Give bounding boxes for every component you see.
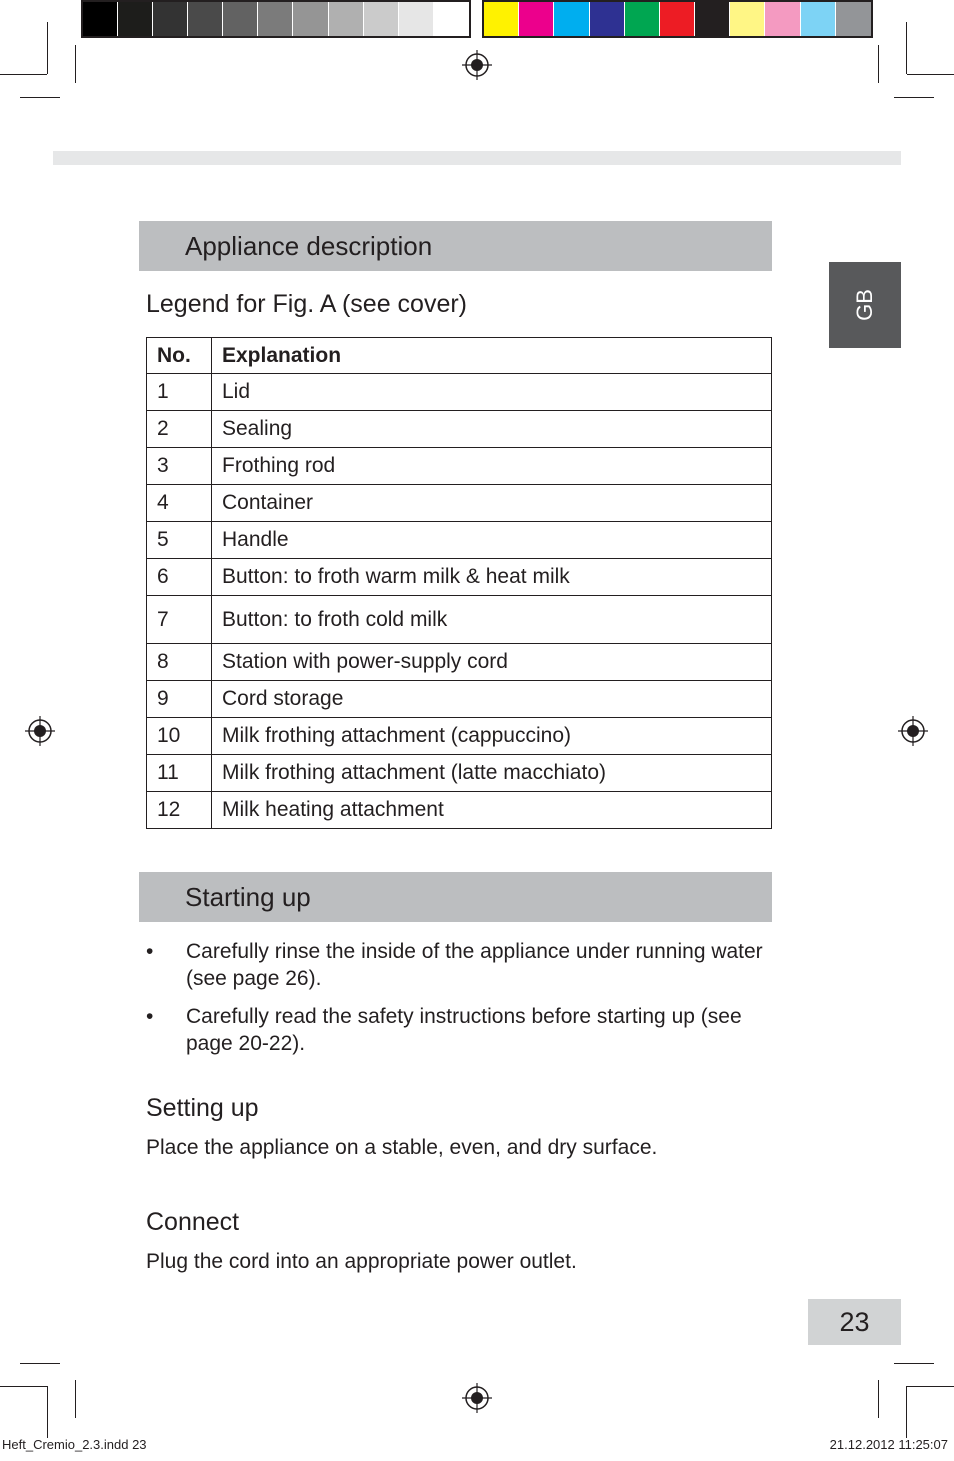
color-swatch (625, 2, 660, 36)
column-header-no: No. (147, 338, 212, 374)
row-explanation: Milk heating attachment (212, 792, 772, 829)
bullet-marker: • (146, 940, 154, 963)
crop-mark (0, 74, 47, 75)
setting-up-heading: Setting up (146, 1094, 259, 1122)
color-swatch (730, 2, 765, 36)
row-number: 3 (147, 448, 212, 485)
gray-color-bar (81, 0, 471, 38)
table-row (147, 522, 772, 559)
table-row (147, 755, 772, 792)
row-number: 7 (147, 596, 212, 644)
table-header-row (147, 338, 772, 374)
list-item (146, 1003, 766, 1057)
color-swatch (329, 2, 364, 36)
color-swatch (484, 2, 519, 36)
crop-mark (906, 22, 907, 74)
crop-mark (894, 1363, 934, 1364)
starting-up-list (146, 938, 766, 1068)
language-tab (829, 262, 901, 348)
color-swatch (590, 2, 625, 36)
color-swatch (364, 2, 399, 36)
color-swatch (258, 2, 293, 36)
row-number: 2 (147, 411, 212, 448)
table-row (147, 644, 772, 681)
row-number: 9 (147, 681, 212, 718)
slug-filename: Heft_Cremio_2.3.indd 23 (2, 1437, 147, 1452)
crop-mark (894, 97, 934, 98)
crop-mark (878, 45, 879, 83)
crop-mark (20, 1363, 60, 1364)
table-row (147, 411, 772, 448)
bullet-marker: • (146, 1005, 154, 1028)
table-row (147, 448, 772, 485)
row-number: 1 (147, 374, 212, 411)
crop-mark (0, 1386, 47, 1387)
color-swatch (83, 2, 118, 36)
color-swatch (223, 2, 258, 36)
row-number: 4 (147, 485, 212, 522)
table-row (147, 374, 772, 411)
table-row (147, 485, 772, 522)
process-color-bar (482, 0, 873, 38)
crop-mark (47, 1386, 48, 1438)
color-swatch (801, 2, 836, 36)
row-number: 12 (147, 792, 212, 829)
crop-mark (75, 1380, 76, 1418)
connect-heading: Connect (146, 1208, 240, 1236)
row-number: 6 (147, 559, 212, 596)
color-swatch (765, 2, 800, 36)
row-explanation: Lid (212, 374, 772, 411)
row-explanation: Button: to froth cold milk (212, 596, 772, 644)
row-number: 11 (147, 755, 212, 792)
color-swatch (118, 2, 153, 36)
registration-mark-icon (25, 716, 55, 746)
table-row (147, 718, 772, 755)
row-explanation: Button: to froth warm milk & heat milk (212, 559, 772, 596)
crop-mark (907, 74, 954, 75)
crop-mark (906, 1386, 907, 1438)
list-item-text: Carefully read the safety instructions before starting up (see page 20-22). (186, 1005, 742, 1055)
color-swatch (188, 2, 223, 36)
legend-title: Legend for Fig. A (see cover) (146, 290, 468, 318)
connect-text: Plug the cord into an appropriate power outlet. (146, 1250, 577, 1273)
header-band (53, 151, 901, 165)
row-explanation: Handle (212, 522, 772, 559)
row-explanation: Cord storage (212, 681, 772, 718)
row-explanation: Frothing rod (212, 448, 772, 485)
appliance-description-heading: Appliance description (139, 221, 772, 271)
crop-mark (20, 97, 60, 98)
crop-mark (878, 1380, 879, 1418)
table-row (147, 559, 772, 596)
row-number: 10 (147, 718, 212, 755)
page-number: 23 (808, 1299, 901, 1345)
color-swatch (695, 2, 730, 36)
slug-timestamp: 21.12.2012 11:25:07 (829, 1437, 948, 1452)
language-tab-label: GB (852, 289, 877, 321)
row-explanation: Sealing (212, 411, 772, 448)
row-number: 8 (147, 644, 212, 681)
registration-mark-icon (462, 50, 492, 80)
legend-table (146, 337, 772, 829)
row-explanation: Milk frothing attachment (cappuccino) (212, 718, 772, 755)
registration-mark-icon (462, 1383, 492, 1413)
color-swatch (554, 2, 589, 36)
list-item-text: Carefully rinse the inside of the appliance under running water (see page 26). (186, 940, 763, 990)
row-explanation: Milk frothing attachment (latte macchiato) (212, 755, 772, 792)
row-explanation: Station with power-supply cord (212, 644, 772, 681)
row-explanation: Container (212, 485, 772, 522)
list-item (146, 938, 766, 992)
registration-mark-icon (898, 716, 928, 746)
color-swatch (836, 2, 871, 36)
color-swatch (399, 2, 434, 36)
table-row (147, 681, 772, 718)
column-header-explanation: Explanation (212, 338, 772, 374)
color-swatch (519, 2, 554, 36)
starting-up-heading: Starting up (139, 872, 772, 922)
color-swatch (660, 2, 695, 36)
setting-up-text: Place the appliance on a stable, even, and dry surface. (146, 1136, 658, 1159)
row-number: 5 (147, 522, 212, 559)
color-swatch (293, 2, 328, 36)
crop-mark (75, 45, 76, 83)
crop-mark (47, 22, 48, 74)
table-row (147, 596, 772, 644)
color-swatch (153, 2, 188, 36)
crop-mark (907, 1386, 954, 1387)
color-swatch (434, 2, 469, 36)
table-row (147, 792, 772, 829)
